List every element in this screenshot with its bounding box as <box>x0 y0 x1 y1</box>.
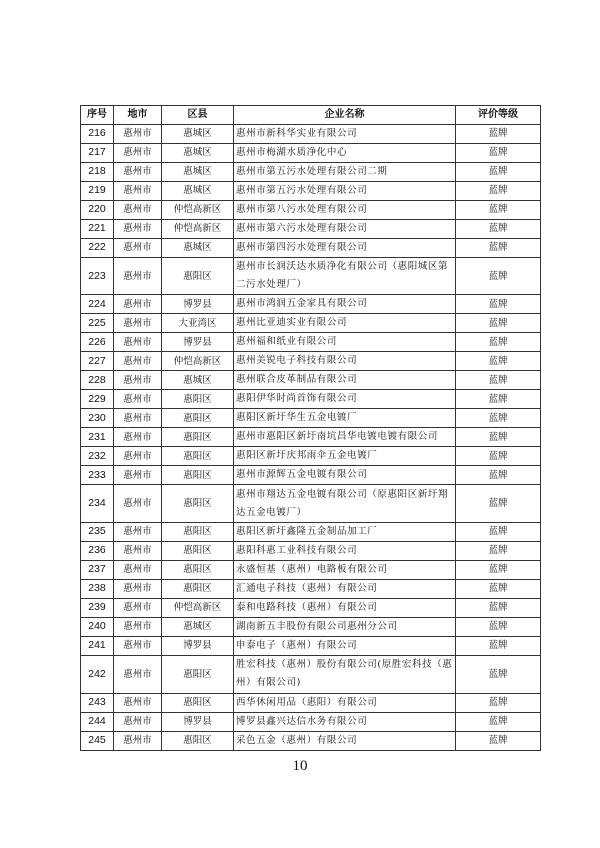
cell-rating: 蓝牌 <box>456 124 541 143</box>
cell-city: 惠州市 <box>114 371 162 390</box>
cell-rating: 蓝牌 <box>456 371 541 390</box>
cell-district: 博罗县 <box>162 712 234 731</box>
cell-index: 232 <box>81 447 114 466</box>
table-row <box>81 390 541 409</box>
cell-rating: 蓝牌 <box>456 522 541 541</box>
table-row <box>81 655 541 693</box>
cell-district: 仲恺高新区 <box>162 598 234 617</box>
cell-index: 220 <box>81 200 114 219</box>
cell-rating: 蓝牌 <box>456 617 541 636</box>
table-row <box>81 428 541 447</box>
table-header-row <box>81 106 541 125</box>
cell-index: 238 <box>81 579 114 598</box>
cell-city: 惠州市 <box>114 200 162 219</box>
table-row <box>81 617 541 636</box>
table-row <box>81 257 541 295</box>
cell-district: 惠城区 <box>162 162 234 181</box>
cell-index: 230 <box>81 409 114 428</box>
cell-rating: 蓝牌 <box>456 333 541 352</box>
cell-company: 惠州市第四污水处理有限公司 <box>234 238 456 257</box>
cell-city: 惠州市 <box>114 143 162 162</box>
cell-district: 惠城区 <box>162 371 234 390</box>
cell-city: 惠州市 <box>114 162 162 181</box>
table-body <box>81 124 541 750</box>
cell-district: 惠城区 <box>162 124 234 143</box>
header-index: 序号 <box>81 106 114 125</box>
cell-company: 博罗县鑫兴达信水务有限公司 <box>234 712 456 731</box>
table-row <box>81 693 541 712</box>
cell-district: 惠城区 <box>162 143 234 162</box>
cell-index: 217 <box>81 143 114 162</box>
cell-rating: 蓝牌 <box>456 352 541 371</box>
cell-city: 惠州市 <box>114 466 162 485</box>
cell-index: 239 <box>81 598 114 617</box>
cell-index: 233 <box>81 466 114 485</box>
cell-rating: 蓝牌 <box>456 143 541 162</box>
cell-rating: 蓝牌 <box>456 314 541 333</box>
cell-district: 惠阳区 <box>162 466 234 485</box>
cell-rating: 蓝牌 <box>456 693 541 712</box>
table-row <box>81 295 541 314</box>
cell-rating: 蓝牌 <box>456 731 541 750</box>
table-row <box>81 124 541 143</box>
cell-city: 惠州市 <box>114 333 162 352</box>
cell-company: 惠州市新科华实业有限公司 <box>234 124 456 143</box>
table-row <box>81 371 541 390</box>
cell-company: 惠阳区新圩庆邦雨伞五金电镀厂 <box>234 447 456 466</box>
cell-index: 216 <box>81 124 114 143</box>
cell-city: 惠州市 <box>114 541 162 560</box>
cell-city: 惠州市 <box>114 693 162 712</box>
cell-district: 惠阳区 <box>162 409 234 428</box>
cell-rating: 蓝牌 <box>456 409 541 428</box>
cell-city: 惠州市 <box>114 522 162 541</box>
cell-rating: 蓝牌 <box>456 560 541 579</box>
table-row <box>81 579 541 598</box>
cell-company: 惠州市长润沃达水质净化有限公司（惠阳城区第二污水处理厂） <box>234 257 456 295</box>
table-row <box>81 485 541 523</box>
cell-city: 惠州市 <box>114 314 162 333</box>
table-row <box>81 731 541 750</box>
cell-company: 惠州市惠阳区新圩南坑昌华电镀电镀有限公司 <box>234 428 456 447</box>
cell-company: 惠州市第五污水处理有限公司二期 <box>234 162 456 181</box>
cell-company: 惠阳区新圩鑫隆五金制品加工厂 <box>234 522 456 541</box>
cell-index: 221 <box>81 219 114 238</box>
cell-index: 224 <box>81 295 114 314</box>
table-row <box>81 560 541 579</box>
cell-district: 惠城区 <box>162 238 234 257</box>
cell-index: 241 <box>81 636 114 655</box>
cell-index: 242 <box>81 655 114 693</box>
cell-city: 惠州市 <box>114 181 162 200</box>
cell-district: 惠阳区 <box>162 257 234 295</box>
cell-district: 惠阳区 <box>162 560 234 579</box>
cell-company: 惠州美锐电子科技有限公司 <box>234 352 456 371</box>
cell-rating: 蓝牌 <box>456 466 541 485</box>
cell-city: 惠州市 <box>114 257 162 295</box>
header-rating: 评价等级 <box>456 106 541 125</box>
table-row <box>81 712 541 731</box>
cell-rating: 蓝牌 <box>456 579 541 598</box>
cell-city: 惠州市 <box>114 295 162 314</box>
cell-index: 225 <box>81 314 114 333</box>
table-row <box>81 409 541 428</box>
page-number: 10 <box>292 758 308 774</box>
cell-city: 惠州市 <box>114 655 162 693</box>
header-city: 地市 <box>114 106 162 125</box>
cell-rating: 蓝牌 <box>456 541 541 560</box>
cell-company: 惠州市翔达五金电镀有限公司（原惠阳区新圩翔达五金电镀厂） <box>234 485 456 523</box>
cell-company: 西华休闲用品（惠阳）有限公司 <box>234 693 456 712</box>
cell-index: 219 <box>81 181 114 200</box>
cell-company: 惠阳区新圩华生五金电镀厂 <box>234 409 456 428</box>
cell-city: 惠州市 <box>114 409 162 428</box>
cell-city: 惠州市 <box>114 560 162 579</box>
table-row <box>81 333 541 352</box>
cell-city: 惠州市 <box>114 617 162 636</box>
cell-district: 惠城区 <box>162 617 234 636</box>
cell-district: 博罗县 <box>162 295 234 314</box>
cell-district: 惠阳区 <box>162 522 234 541</box>
cell-index: 236 <box>81 541 114 560</box>
cell-index: 237 <box>81 560 114 579</box>
cell-company: 惠州市鸿润五金家具有限公司 <box>234 295 456 314</box>
cell-district: 惠阳区 <box>162 693 234 712</box>
cell-city: 惠州市 <box>114 390 162 409</box>
header-district: 区县 <box>162 106 234 125</box>
cell-rating: 蓝牌 <box>456 219 541 238</box>
cell-company: 采色五金（惠州）有限公司 <box>234 731 456 750</box>
cell-rating: 蓝牌 <box>456 390 541 409</box>
enterprise-rating-table <box>80 105 541 751</box>
cell-rating: 蓝牌 <box>456 162 541 181</box>
table-row <box>81 181 541 200</box>
cell-company: 惠阳伊华时尚首饰有限公司 <box>234 390 456 409</box>
table-row <box>81 466 541 485</box>
cell-index: 226 <box>81 333 114 352</box>
cell-district: 博罗县 <box>162 636 234 655</box>
cell-company: 惠州市第八污水处理有限公司 <box>234 200 456 219</box>
cell-company: 惠州市第六污水处理有限公司 <box>234 219 456 238</box>
cell-company: 湖南新五丰股份有限公司惠州分公司 <box>234 617 456 636</box>
table-row <box>81 541 541 560</box>
cell-city: 惠州市 <box>114 731 162 750</box>
cell-city: 惠州市 <box>114 124 162 143</box>
cell-district: 惠阳区 <box>162 485 234 523</box>
cell-district: 仲恺高新区 <box>162 200 234 219</box>
cell-city: 惠州市 <box>114 485 162 523</box>
cell-index: 243 <box>81 693 114 712</box>
cell-city: 惠州市 <box>114 352 162 371</box>
cell-index: 227 <box>81 352 114 371</box>
cell-city: 惠州市 <box>114 598 162 617</box>
cell-index: 235 <box>81 522 114 541</box>
cell-company: 汇通电子科技（惠州）有限公司 <box>234 579 456 598</box>
cell-index: 240 <box>81 617 114 636</box>
cell-company: 申泰电子（惠州）有限公司 <box>234 636 456 655</box>
table-row <box>81 352 541 371</box>
cell-company: 惠阳科惠工业科技有限公司 <box>234 541 456 560</box>
cell-index: 229 <box>81 390 114 409</box>
table-row <box>81 522 541 541</box>
cell-district: 惠阳区 <box>162 428 234 447</box>
table-row <box>81 636 541 655</box>
cell-district: 惠阳区 <box>162 579 234 598</box>
cell-city: 惠州市 <box>114 712 162 731</box>
cell-rating: 蓝牌 <box>456 485 541 523</box>
cell-index: 223 <box>81 257 114 295</box>
table-row <box>81 162 541 181</box>
cell-index: 234 <box>81 485 114 523</box>
cell-city: 惠州市 <box>114 428 162 447</box>
cell-rating: 蓝牌 <box>456 712 541 731</box>
cell-index: 245 <box>81 731 114 750</box>
cell-rating: 蓝牌 <box>456 200 541 219</box>
cell-company: 惠州联合皮革制品有限公司 <box>234 371 456 390</box>
cell-city: 惠州市 <box>114 219 162 238</box>
cell-city: 惠州市 <box>114 579 162 598</box>
cell-rating: 蓝牌 <box>456 238 541 257</box>
cell-company: 泰和电路科技（惠州）有限公司 <box>234 598 456 617</box>
cell-district: 博罗县 <box>162 333 234 352</box>
cell-index: 218 <box>81 162 114 181</box>
cell-rating: 蓝牌 <box>456 257 541 295</box>
cell-index: 244 <box>81 712 114 731</box>
table-row <box>81 219 541 238</box>
cell-city: 惠州市 <box>114 636 162 655</box>
cell-company: 胜宏科技（惠州）股份有限公司(原胜宏科技（惠州）有限公司) <box>234 655 456 693</box>
cell-city: 惠州市 <box>114 238 162 257</box>
table-row <box>81 238 541 257</box>
header-company: 企业名称 <box>234 106 456 125</box>
cell-company: 永盛恒基（惠州）电路板有限公司 <box>234 560 456 579</box>
cell-district: 大亚湾区 <box>162 314 234 333</box>
cell-rating: 蓝牌 <box>456 447 541 466</box>
cell-company: 惠州市第五污水处理有限公司 <box>234 181 456 200</box>
cell-district: 惠阳区 <box>162 447 234 466</box>
table-row <box>81 200 541 219</box>
cell-district: 惠阳区 <box>162 731 234 750</box>
cell-district: 仲恺高新区 <box>162 352 234 371</box>
cell-index: 231 <box>81 428 114 447</box>
cell-company: 惠州市梅湖水质净化中心 <box>234 143 456 162</box>
table-row <box>81 447 541 466</box>
table-row <box>81 314 541 333</box>
cell-rating: 蓝牌 <box>456 636 541 655</box>
cell-district: 仲恺高新区 <box>162 219 234 238</box>
cell-district: 惠阳区 <box>162 541 234 560</box>
cell-district: 惠阳区 <box>162 390 234 409</box>
cell-company: 惠州福和纸业有限公司 <box>234 333 456 352</box>
cell-company: 惠州比亚迪实业有限公司 <box>234 314 456 333</box>
cell-rating: 蓝牌 <box>456 598 541 617</box>
cell-rating: 蓝牌 <box>456 181 541 200</box>
cell-district: 惠城区 <box>162 181 234 200</box>
cell-district: 惠阳区 <box>162 655 234 693</box>
table-row <box>81 598 541 617</box>
cell-company: 惠州市源辉五金电镀有限公司 <box>234 466 456 485</box>
table-row <box>81 143 541 162</box>
cell-index: 228 <box>81 371 114 390</box>
cell-city: 惠州市 <box>114 447 162 466</box>
cell-rating: 蓝牌 <box>456 428 541 447</box>
cell-rating: 蓝牌 <box>456 655 541 693</box>
cell-rating: 蓝牌 <box>456 295 541 314</box>
cell-index: 222 <box>81 238 114 257</box>
